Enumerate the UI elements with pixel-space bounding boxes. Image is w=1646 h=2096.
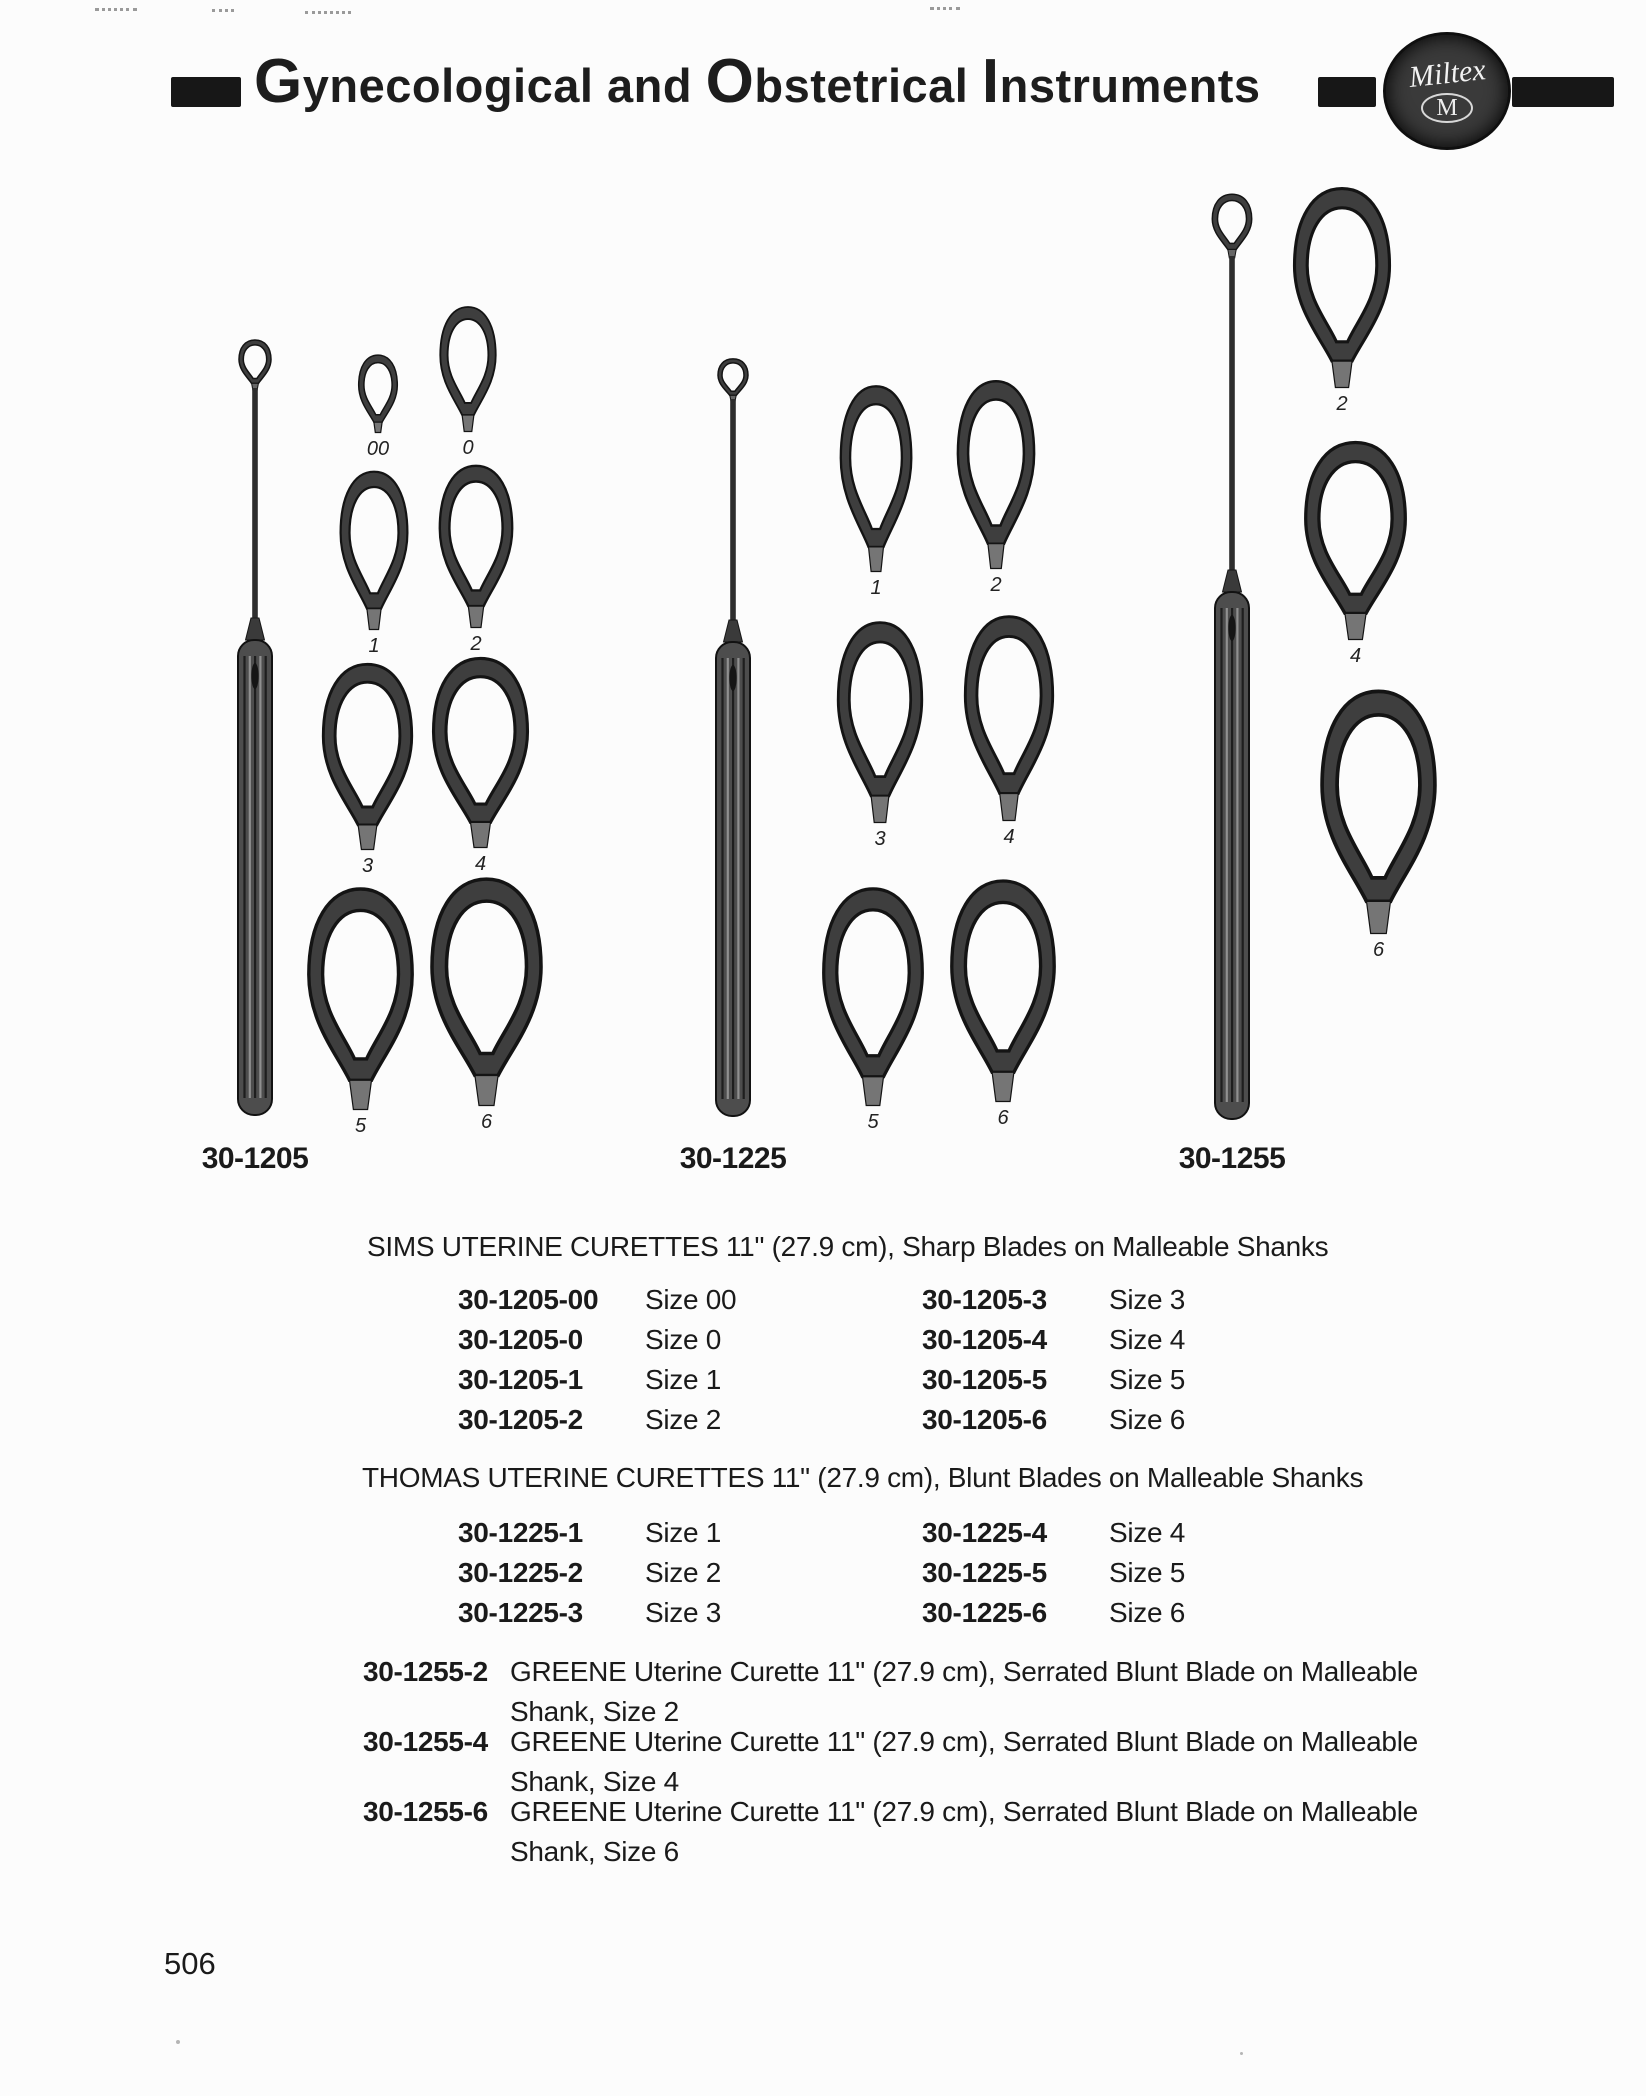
size-label: Size 5	[1109, 1557, 1186, 1588]
catalog-number: 30-1205-3	[922, 1284, 1047, 1315]
catalog-row	[0, 1404, 1646, 1440]
curette-tip-illustration	[961, 611, 1057, 822]
greene-item	[0, 1792, 1646, 1874]
tip-size-label: 1	[368, 635, 380, 657]
page-number: 506	[164, 1946, 216, 1981]
figure-catalog-number: 30-1225	[679, 1142, 787, 1175]
title-text: nstruments	[999, 59, 1261, 112]
header-bar	[171, 77, 241, 107]
catalog-number: 30-1205-6	[922, 1404, 1047, 1435]
curette-tip-illustration	[437, 303, 499, 433]
size-label: Size 2	[645, 1557, 722, 1588]
curette-tip-illustration	[954, 376, 1038, 570]
curette-tip-illustration	[1301, 437, 1410, 641]
catalog-number: 30-1225-6	[922, 1597, 1047, 1628]
catalog-row	[0, 1517, 1646, 1553]
tip-size-label: 5	[354, 1115, 367, 1137]
curette-instrument-illustration	[215, 338, 295, 1118]
scan-noise	[1240, 2052, 1243, 2055]
catalog-number: 30-1205-00	[458, 1284, 599, 1315]
tip-size-label: 2	[1336, 393, 1348, 415]
title-text: ynecological and	[302, 59, 706, 112]
curette-tip-illustration	[837, 381, 915, 573]
title-initial: I	[981, 47, 1000, 116]
section-heading-thomas: THOMAS UTERINE CURETTES 11" (27.9 cm), Blunt Blades on Malleable Shanks	[362, 1462, 1364, 1493]
curette-tip-illustration	[819, 883, 927, 1107]
size-label: Size 0	[645, 1324, 722, 1355]
greene-description: GREENE Uterine Curette 11" (27.9 cm), Serrated Blunt Blade on Malleable	[510, 1726, 1418, 1757]
curette-tip-illustration	[356, 352, 400, 434]
catalog-number: 30-1225-1	[458, 1517, 583, 1548]
catalog-number: 30-1255-4	[363, 1726, 488, 1757]
curette-instrument-illustration	[1192, 192, 1272, 1122]
catalog-row	[0, 1557, 1646, 1593]
tip-size-label: 2	[990, 574, 1002, 596]
catalog-number: 30-1205-1	[458, 1364, 583, 1395]
catalog-number: 30-1255-6	[363, 1796, 488, 1827]
size-label: Size 4	[1109, 1324, 1186, 1355]
miltex-logo-monogram: M	[1421, 93, 1472, 123]
tip-size-label: 4	[1003, 826, 1015, 848]
size-label: Size 3	[645, 1597, 722, 1628]
size-label: Size 6	[1109, 1404, 1186, 1435]
curette-instrument-illustration	[693, 357, 773, 1119]
miltex-logo-script: Miltex	[1407, 53, 1487, 94]
greene-description: Shank, Size 2	[510, 1696, 679, 1727]
size-label: Size 4	[1109, 1517, 1186, 1548]
catalog-row	[0, 1364, 1646, 1400]
size-label: Size 1	[645, 1364, 722, 1395]
size-label: Size 6	[1109, 1597, 1186, 1628]
catalog-number: 30-1225-4	[922, 1517, 1047, 1548]
catalog-number: 30-1205-5	[922, 1364, 1047, 1395]
tip-size-label: 3	[361, 855, 374, 877]
scan-noise	[930, 7, 960, 10]
title-text: bstetrical	[754, 59, 982, 112]
catalog-number: 30-1225-5	[922, 1557, 1047, 1588]
catalog-row	[0, 1597, 1646, 1633]
tip-size-label: 4	[1349, 645, 1362, 667]
greene-description: Shank, Size 6	[510, 1836, 679, 1867]
scan-noise	[176, 2040, 180, 2044]
catalog-number: 30-1205-0	[458, 1324, 583, 1355]
tip-size-label: 6	[480, 1111, 493, 1133]
catalog-row	[0, 1324, 1646, 1360]
curette-tip-illustration	[1290, 183, 1394, 389]
catalog-number: 30-1225-2	[458, 1557, 583, 1588]
scan-noise	[95, 8, 137, 11]
size-label: Size 5	[1109, 1364, 1186, 1395]
scan-noise	[212, 9, 234, 12]
page-title	[254, 46, 1261, 117]
tip-size-label: 6	[997, 1107, 1009, 1129]
greene-description: GREENE Uterine Curette 11" (27.9 cm), Serrated Blunt Blade on Malleable	[510, 1656, 1418, 1687]
size-label: Size 00	[645, 1284, 737, 1315]
size-label: Size 3	[1109, 1284, 1186, 1315]
tip-size-label: 6	[1372, 939, 1385, 961]
catalog-number: 30-1205-4	[922, 1324, 1047, 1355]
header-bar	[1318, 77, 1376, 107]
tip-size-label: 1	[870, 577, 882, 599]
curette-tip-illustration	[1317, 685, 1440, 935]
greene-description: GREENE Uterine Curette 11" (27.9 cm), Serrated Blunt Blade on Malleable	[510, 1796, 1418, 1827]
catalog-number: 30-1205-2	[458, 1404, 583, 1435]
curette-tip-illustration	[427, 873, 546, 1107]
tip-size-label: 3	[874, 828, 886, 850]
miltex-logo	[1383, 32, 1511, 150]
tip-size-label: 4	[474, 853, 487, 875]
title-initial: O	[705, 47, 755, 116]
header-bar	[1512, 77, 1614, 107]
figure-catalog-number: 30-1255	[1178, 1142, 1286, 1175]
section-heading-sims: SIMS UTERINE CURETTES 11" (27.9 cm), Sharp Blades on Malleable Shanks	[367, 1231, 1329, 1262]
size-label: Size 2	[645, 1404, 722, 1435]
catalog-number: 30-1255-2	[363, 1656, 488, 1687]
catalog-number: 30-1225-3	[458, 1597, 583, 1628]
tip-size-label: 00	[366, 438, 390, 460]
tip-size-label: 2	[470, 633, 482, 655]
curette-tip-illustration	[304, 883, 417, 1111]
size-label: Size 1	[645, 1517, 722, 1548]
scan-noise	[305, 11, 351, 14]
curette-tip-illustration	[947, 875, 1059, 1103]
tip-size-label: 5	[867, 1111, 879, 1133]
tip-size-label: 0	[462, 437, 474, 459]
curette-tip-illustration	[834, 617, 926, 824]
curette-tip-illustration	[337, 467, 411, 631]
curette-tip-illustration	[436, 461, 516, 629]
figure-catalog-number: 30-1205	[201, 1142, 309, 1175]
curette-tip-illustration	[319, 659, 416, 851]
title-initial: G	[254, 47, 303, 116]
curette-tip-illustration	[429, 653, 532, 849]
greene-description: Shank, Size 4	[510, 1766, 679, 1797]
catalog-row	[0, 1284, 1646, 1320]
